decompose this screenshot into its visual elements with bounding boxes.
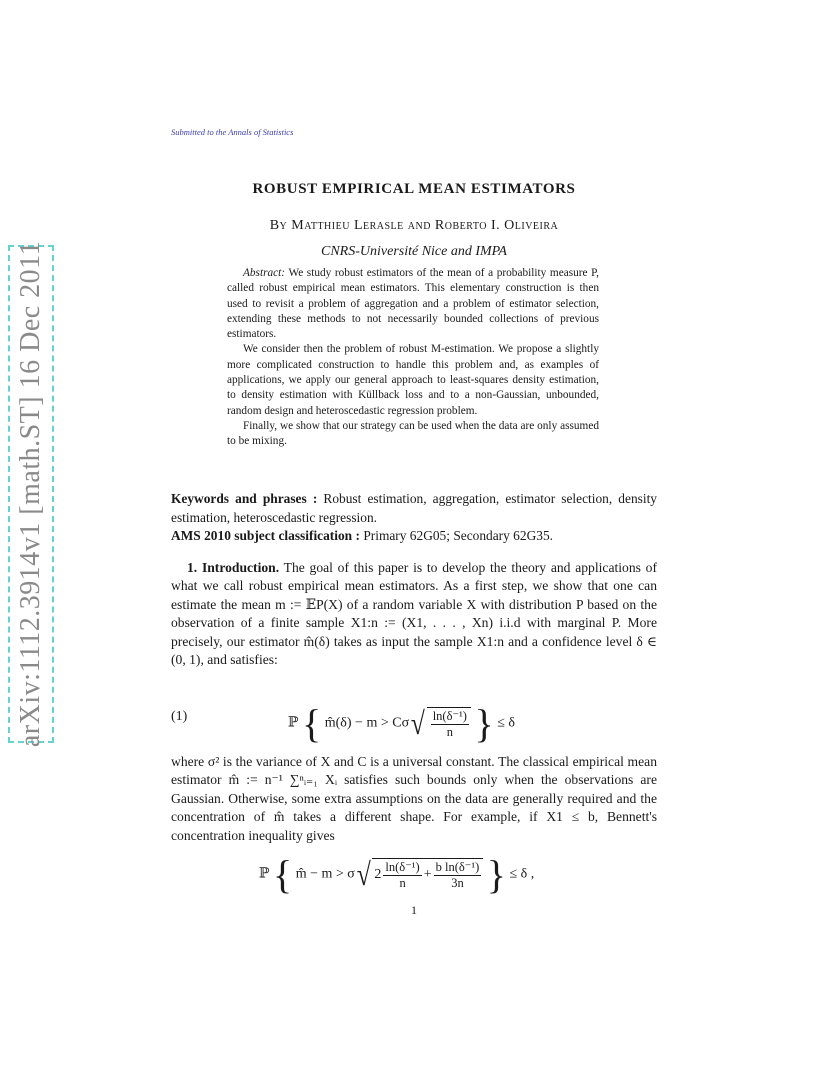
keywords-text: Robust estimation, aggregation, estimator selection, density estimation, heteroscedastic regression. xyxy=(171,491,657,525)
arxiv-stamp[interactable] xyxy=(8,240,54,748)
eq2-fraction-2 xyxy=(434,859,482,891)
eq2-numerator-2: b ln(δ⁻¹) xyxy=(435,860,480,874)
paper-authors: By Matthieu Lerasle and Roberto I. Oliveira xyxy=(269,218,559,233)
abstract-paragraph-3: Finally, we show that our strategy can be used when the data are only assumed to be mixing. xyxy=(227,419,599,448)
eq2-denominator-1: n xyxy=(399,876,406,890)
section-heading: 1. Introduction. xyxy=(187,560,280,575)
equation-1 xyxy=(171,700,657,746)
eq2-rhs: ≤ δ , xyxy=(509,866,535,882)
equation-number: (1) xyxy=(171,709,188,724)
abstract-paragraph-2: We consider then the problem of robust M-estimation. We propose a slightly more complicated construction to handle this problem and, as examples of applications, we apply our general approach to least-squares density estimation, to density estimation with Küllback loss and to a non-Gaussian, unbounded, random design and heteroscedastic regression problem. xyxy=(227,343,599,417)
eq2-sqrt xyxy=(372,858,483,891)
eq2-numerator-1: ln(δ⁻¹) xyxy=(385,860,420,874)
sqrt-icon: √ xyxy=(410,705,425,741)
equation-body xyxy=(288,700,515,747)
keywords-label: Keywords and phrases : xyxy=(171,491,318,506)
intro-paragraph-2: where σ² is the variance of X and C is a universal constant. The classical empirical mean estimator m̂ := n⁻¹ ∑ⁿᵢ₌₁ Xᵢ satisfies such bounds only when the observations are Gaussian. Otherwise, some extra assumptions on the data are generally required and the concentration of m̂ takes a different shape. For example, if X1 ≤ b, Bennett's concentration inequality gives xyxy=(171,754,657,843)
eq2-prob: ℙ xyxy=(259,865,270,882)
arxiv-id: arXiv:1112.3914v1 [math.ST] 16 Dec 2011 xyxy=(15,240,46,748)
eq-denominator: n xyxy=(446,725,453,739)
eq2-two: 2 xyxy=(374,867,382,883)
ams-classification xyxy=(171,527,657,546)
introduction xyxy=(171,559,657,669)
keywords xyxy=(171,490,657,527)
equation2-body xyxy=(259,851,534,898)
paper-affiliation: CNRS-Université Nice and IMPA xyxy=(321,244,507,259)
eq2-plus: + xyxy=(423,867,432,883)
paper-title: ROBUST EMPIRICAL MEAN ESTIMATORS xyxy=(252,181,576,197)
equation-2 xyxy=(171,851,657,903)
intro-text: The goal of this paper is to develop the theory and applications of what we call robust empirical mean estimators. As a first step, we show that one can estimate the mean m := 𝔼P(X) of a random variable X with distribution P based on the observation of a finite sample X1:n := (X1, . . . , Xn) i.i.d with marginal P. More precisely, our estimator m̂(δ) takes as input the sample X1:n and a confidence level δ ∈ (0, 1), and satisfies: xyxy=(171,560,657,668)
intro-paragraph xyxy=(171,559,657,669)
eq2-left-brace: { xyxy=(273,852,293,897)
eq-prob: ℙ xyxy=(288,714,299,731)
eq-sqrt xyxy=(427,707,471,740)
abstract-label: Abstract: xyxy=(243,267,286,279)
eq2-fraction-1 xyxy=(383,859,421,891)
abstract xyxy=(227,266,599,450)
page-number: 1 xyxy=(411,903,417,917)
eq-left-brace: { xyxy=(302,701,322,746)
eq-rhs: ≤ δ xyxy=(497,715,515,731)
abstract-paragraph-1 xyxy=(227,266,599,342)
eq-right-brace: } xyxy=(474,701,494,746)
intro-continued xyxy=(171,753,657,845)
keywords-block xyxy=(171,490,657,546)
eq2-right-brace: } xyxy=(486,852,506,897)
eq2-inner: m̂ − m > σ xyxy=(295,866,355,882)
eq-inner: m̂(δ) − m > Cσ xyxy=(324,715,410,731)
eq-fraction xyxy=(431,708,469,740)
eq-numerator: ln(δ⁻¹) xyxy=(432,709,467,723)
ams-label: AMS 2010 subject classification : xyxy=(171,528,360,543)
journal-header[interactable]: Submitted to the Annals of Statistics xyxy=(171,127,294,137)
ams-text: Primary 62G05; Secondary 62G35. xyxy=(363,528,553,543)
sqrt-icon: √ xyxy=(356,856,371,892)
abstract-text-1: We study robust estimators of the mean of a probability measure P, called robust empirical mean estimators. This elementary construction is then used to revisit a problem of aggregation and a problem of estimator selection, extending these methods to not necessarily bounded collections of previous estimators. xyxy=(227,267,599,341)
eq2-denominator-2: 3n xyxy=(451,876,464,890)
